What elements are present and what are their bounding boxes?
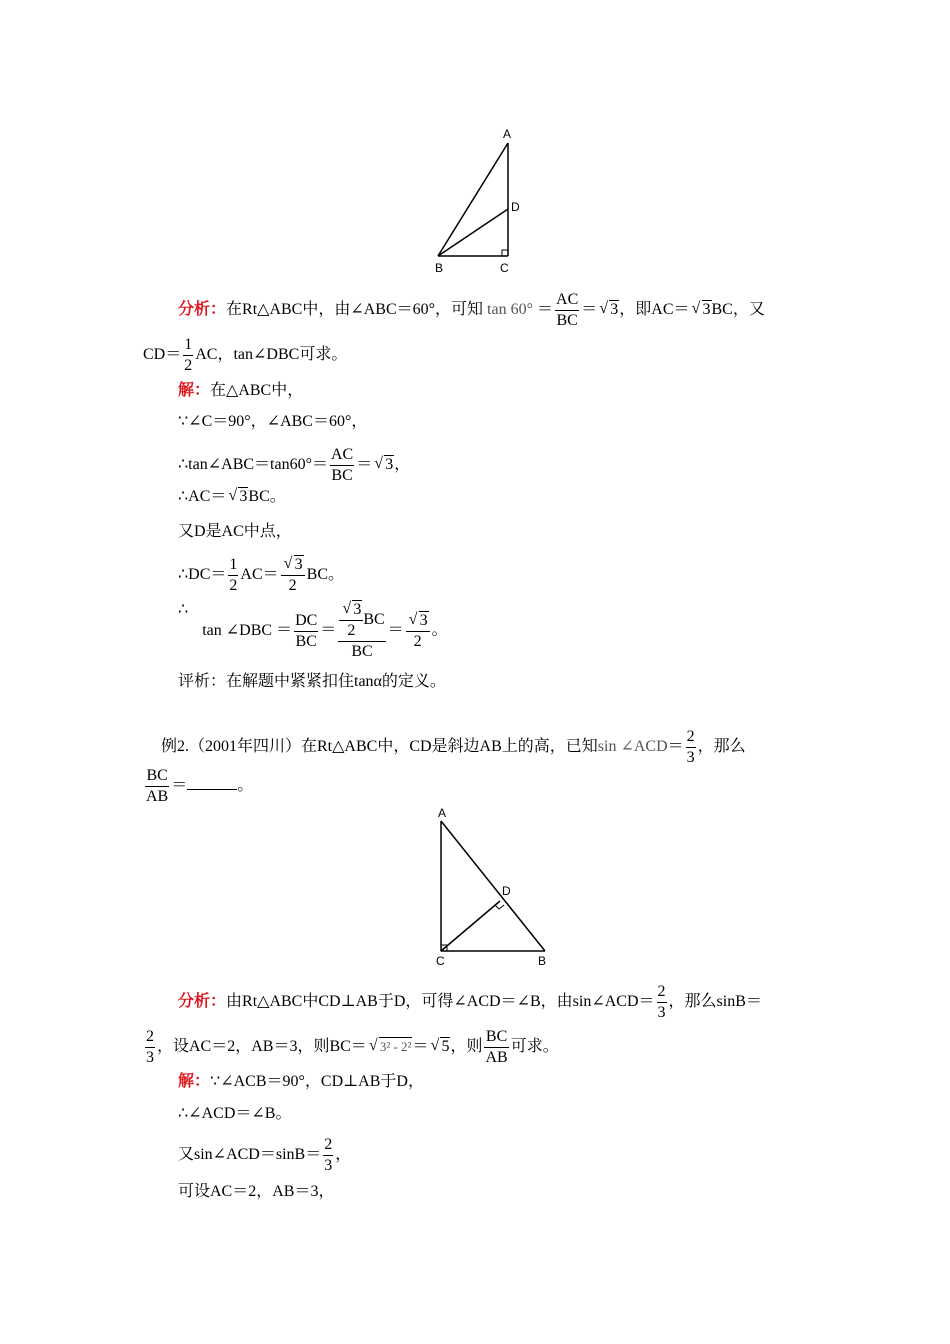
ex1-solution-line4: ∴AC＝ √ 3BC。 [178, 487, 286, 505]
fraction-ac-bc: $\frac{AC}{BC}$ [556, 291, 579, 329]
ex2-analysis-line1: 分析：由Rt△ABC中CD⊥AB于D，可得∠ACD＝∠B，由sin∠ACD＝ $\frac{2}{3}$ ，那么sinB＝ [178, 983, 762, 1021]
fig1-label-d: D [511, 200, 520, 214]
fig1-label-a: A [503, 127, 512, 141]
fig2-label-d: D [502, 884, 511, 898]
solution-label-2: 解： [178, 1073, 211, 1090]
ex1-solution-line1: 解：在△ABC中， [178, 382, 304, 399]
ex2-solution-line4: 可设AC＝2，AB＝3， [178, 1183, 335, 1200]
analysis-label-2: 分析： [178, 993, 227, 1011]
ex2-question-line1: 例2.（2001年四川）在Rt△ABC中，CD是斜边AB上的高，已知sin ∠ACD＝ $\frac{2}{3}$ ，那么 [161, 728, 746, 766]
fig1-label-b: B [435, 261, 444, 275]
ex2-analysis-line2: $\frac{2}{3}$ ，设AC＝2，AB＝3，则BC＝ √ 3² - 2²＝ √ 5，则 $\frac{BC}{AB}$ 可求。 [146, 1028, 559, 1066]
ex1-solution-line5: 又D是AC中点， [178, 523, 292, 540]
ex2-solution-line2: ∴∠ACD＝∠B。 [178, 1105, 292, 1122]
ex2-question-line2: $\frac{BC}{AB}$ ＝ 。 [146, 767, 254, 805]
solution-label: 解： [178, 382, 211, 399]
ex1-solution-line3: ∴tan∠ABC＝tan60°＝ $\frac{AC}{BC}$ ＝ √ 3， [178, 446, 411, 484]
ex1-analysis-line1: 分析：在Rt△ABC中，由∠ABC＝60°，可知 tan 60° ＝ $\frac{AC}{BC}$ ＝ √ 3，即AC＝ √ 3BC，又 [178, 291, 765, 329]
figure-2-triangle [428, 803, 558, 971]
ex1-solution-line6: ∴DC＝ $\frac{1}{2}$ AC＝ √ 3 2 BC。 [178, 555, 345, 594]
fig1-label-c: C [500, 261, 509, 275]
ex1-solution-line7: ∴ tan ∠DBC ＝ $\frac{DC}{BC}$ ＝ √ 3 2 BC BC ＝ √ 3 2 。 [178, 600, 448, 660]
sqrt-3: √ 3 [599, 300, 619, 319]
ex1-analysis-line2: CD＝ $\frac{1}{2}$ AC，tan∠DBC可求。 [143, 336, 348, 374]
ex1-solution-line2: ∵∠C＝90°，∠ABC＝60°， [178, 413, 368, 430]
ex2-solution-line3: 又sin∠ACD＝sinB＝ $\frac{2}{3}$ ， [178, 1136, 352, 1174]
fig2-label-a: A [438, 806, 447, 820]
fig2-label-b: B [538, 954, 547, 968]
ex1-comment: 评析：在解题中紧紧扣住tanα的定义。 [178, 673, 446, 690]
analysis-label: 分析： [178, 301, 227, 319]
ex2-solution-line1: 解：∵∠ACB＝90°，CD⊥AB于D， [178, 1073, 424, 1090]
answer-blank [187, 775, 237, 790]
fig2-label-c: C [436, 954, 445, 968]
figure-1-triangle [425, 125, 535, 277]
fraction-half: $\frac{1}{2}$ [184, 336, 193, 374]
